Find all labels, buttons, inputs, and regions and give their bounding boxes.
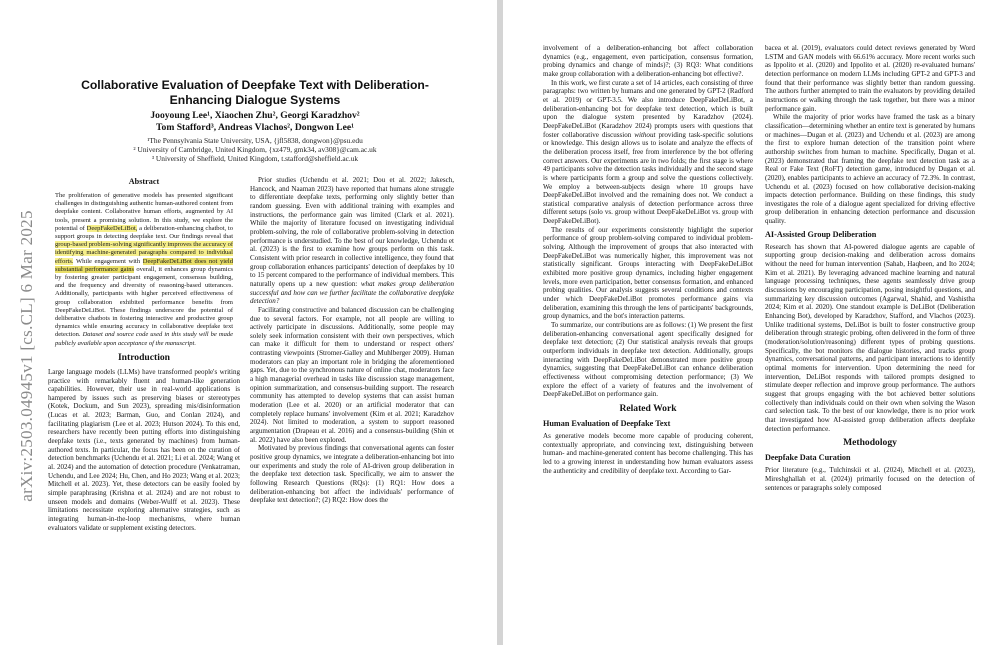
binary-classification-paragraph: While the majority of prior works have framed the task as a binary classification—determining whether an entire text is generated by humans or machines—Dugan et al. (2023) and Uchendu et al. (2023) are among the first to explore human detection of the transition point where authorship switches from human to machine. Specifically, Dugan et al. (2023) demonstrated that framing the deepfake text detection task as a Real or Fake Text (RoFT) detection game, introduced by Dugan et al. (2020), enables participants to achieve an accuracy of 72.3%. In contrast, Uchendu et al. (2023) focused on how collaborative decision-making impacts detection performance. Building on these findings, this study investigates the role of a dialogue agent specialized for driving effective group deliberation in enhancing detection performance and discussion quality.	[765, 113, 975, 226]
intro-paragraph-4: Motivated by previous findings that conversational agents can foster positive group dynamics, we integrate a deliberation-enhancing bot into our experiments and study the role of AI-driven group deliberation in the deepfake text detection task. Specifically, we aim to answer the following Research Questions (RQs): (1) RQ1: How does a deliberation-enhancing bot affect the individuals' performance of deepfake text detection?; (2) RQ2: How does the	[250, 444, 454, 505]
abstract-highlight-3: DeepFakeDeLiBot does not yield substantial performance gains	[55, 257, 233, 273]
human-evaluation-heading: Human Evaluation of Deepfake Text	[543, 418, 671, 428]
data-curation-heading: Deepfake Data Curation	[765, 453, 851, 463]
abstract-text-b: a deliberation-enhancing chatbot, to support groups in detecting deepfake text. Our findings reveal that	[55, 224, 233, 241]
paper-page-1	[0, 0, 497, 645]
ai-group-deliberation-heading: AI-Assisted Group Deliberation	[765, 229, 877, 239]
contribution-italic: without	[634, 130, 656, 139]
right-page-column-1	[543, 44, 753, 475]
intro-paragraph-1: Large language models (LLMs) have transformed people's writing practice with remarkably fluent and human-like generation capabilities. However, their use in real-world applications is hampered by issues such as preserving biases or stereotypes (Kotek, Dockum, and Sun 2023), spreading mis/disinformation (Lucas et al. 2023; Barman, Guo, and Conlan 2024), and facilitating plagiarism (Lee et al. 2023; Hutson 2024). To this end, researchers have recently been putting efforts into distinguishing deepfake texts (i.e., texts generated by machines) from human-authored texts. In particular, the focus has been on the curation of detection benchmarks (Uchendu et al. 2021; Li et al. 2024; Wang et al. 2024) and the automation of detection procedure (Venkatraman, Uchendu, and Lee 2024; Hu, Chen, and Ho 2023; Wang et al. 2023; Mitchell et al. 2023). Yet, these detectors can be easily fooled by simple paraphrasing (Krishna et al. 2024) and are not robust to unseen models and domains (Weber-Wulff et al. 2023). These limitations necessitate exploring alternative strategies, such as integrating human-in-the-loop mechanisms, where human evaluators validate or supplement existing detectors.	[48, 367, 240, 532]
contribution-text-b: providing task-specific solutions or knowledge. This design allows us to isolate and analyze the effects of the deliberation process itself, free from interference by the bot offering correct answers. Our experiments are in two folds; the first stage is where 49 participants solve the detection tasks individually and the second stage is where participants form a group and solve the questions collectively. We employ a between-subjects design where 10 groups have DeepFakeDeLiBot involved and the remaining does not. We conduct a statistical comparative analysis of detection performance across three different setups (solo vs. group without DeepFakeDeLiBot vs. group with DeepFakeDeLiBot).	[543, 130, 754, 226]
methodology-heading: Methodology	[843, 437, 897, 449]
abstract-paragraph	[55, 192, 233, 348]
intro-paragraph-2	[250, 176, 454, 306]
arxiv-identifier: arXiv:2503.04945v1 [cs.CL] 6 Mar 2025	[17, 210, 36, 502]
abstract-highlight-1: DeepFakeDeLiBot,	[86, 224, 138, 232]
abstract-text-c: While engagement with	[73, 257, 143, 265]
affiliation-2: ² University of Cambridge, United Kingdom, {xz479, gmk34, av308}@cam.ac.uk	[133, 145, 377, 154]
contribution-text-a: In this work, we first curate a set of 14 articles, each consisting of three paragraphs: two written by humans and one generated by GPT-2 (Radford et al. 2019) or GPT-3.5. We also introduce DeepFakeDeLiBot, a deliberation-enhancing bot for deepfake text detection, which is built upon the dialogue system presented by Karadzhov (2024). DeepFakeDeLiBot (Karadzhov 2024) prompts users with questions that foster collaborative discussion	[543, 78, 753, 139]
human-evaluation-paragraph: As generative models become more capable of producing coherent, contextually appropriate, and convincing text, distinguishing between human- and machine-generated content has become challenging. This has led to a growing interest in understanding how human evaluators assess the authenticity and credibility of deepfake text. According to Gar-	[543, 431, 753, 475]
abstract-highlight-2: group-based problem-solving significantly improves the accuracy of identifying machine-generated paragraphs compared to individual efforts.	[55, 241, 233, 265]
paper-title: Collaborative Evaluation of Deepfake Text with Deliberation-Enhancing Dialogue Systems	[81, 78, 429, 107]
abstract-heading: Abstract	[128, 177, 160, 186]
right-page-column-2	[765, 44, 975, 492]
data-curation-paragraph: Prior literature (e.g., Tulchinskii et al. (2024), Mitchell et al. (2023), Mireshghallah et al. (2024)) primarily focused on the detection of sentences or paragraphs solely composed	[765, 466, 975, 492]
abstract-body	[48, 192, 240, 348]
introduction-heading: Introduction	[117, 351, 171, 363]
intro-paragraph-3: Facilitating constructive and balanced discussion can be challenging due to several factors. For example, not all people are willing to actively participate in discussions. Additionally, some people may solely seek information consistent with their own perspectives, which can make it difficult for them to understand or respect others' contrasting viewpoints (Stromer-Galley and Muhlberger 2009). Human moderators can play an important role in bridging the aforementioned gaps. Yet, due to the synchronous nature of online chat, moderators face a high managerial overhead in tasks like discussion stage management, opinion summarization, and consensus-building support. The research community has attempted to develop systems that can assist human moderation (Lee et al. 2020) or an artificial moderator that can completely replace humans' involvement (Kim et al. 2021; Karadzhov 2024). Not limited to moderation, a system to support reasoned argumentation (Drapeau et al. 2016) and a consensus-building (Shin et al. 2022) have also been explored.	[250, 305, 454, 444]
summary-paragraph: To summarize, our contributions are as follows: (1) We present the first deliberation-enhancing conversational agent specifically designed for deepfake text detection; (2) Our statistical analysis reveals that groups outperform individuals in deepfake text detection. Additionally, groups interacting with DeepFakeDeLiBot demonstrated more positive group dynamics, suggesting that DeepFakeDeLiBot can enhance deliberation effectiveness without compromising detection performance; (3) We explore the effect of a variety of features and the involvement of DeepFakeDeLiBot on performance gain.	[543, 321, 753, 399]
left-page-column-2	[250, 176, 454, 505]
paper-page-2	[503, 0, 1000, 645]
abstract-availability-note: Dataset and source code used in this study will be made publicly available upon acceptance of the manuscript.	[55, 331, 233, 347]
rq-continuation: involvement of a deliberation-enhancing bot affect collaboration dynamics (e.g., engagement, even participation, consensus formation, probing dynamics and change of minds)?; (3) RQ3: What conditions make group collaboration with a deliberation-enhancing bot effective?.	[543, 44, 753, 78]
human-evaluation-continuation: bacea et al. (2019), evaluators could detect reviews generated by Word LSTM and GAN models with 66.61% accuracy. More recent works such as Ippolito et al. (2020) and Ippolito et al. (2020) re-evaluated humans' detection performance on modern LLMs including GPT-2 and GPT-3 and found that their performance was slightly better than random guessing. The authors further attempted to train the evaluators by providing detailed instructions or walking through the task together, but there was a minor performance gain.	[765, 44, 975, 113]
abstract-text-a: The proliferation of generative models has presented significant challenges in distinguishing authentic human-authored content from deepfake content. Collaborative human efforts, augmented by AI tools, present a promising solution. In this study, we explore the potential of	[55, 192, 233, 232]
author-list	[60, 110, 450, 134]
abstract-text-d: overall, it enhances group dynamics by fostering greater participant engagement, consensus building, and the frequency and diversity of reasoning-based utterances. Additionally, participants with higher perceived effectiveness of group collaboration exhibited performance benefits from DeepFakeDeLiBot. These findings underscore the potential of deliberative chatbots in fostering interactive and productive group dynamics while ensuring accuracy in collaborative deepfake text detection.	[55, 265, 233, 339]
results-paragraph: The results of our experiments consistently highlight the superior performance of group problem-solving compared to individual problem-solving. Although the improvement of groups that also interacted with DeepFakeDeLiBot was numerically higher, this improvement was not statistically significant. Groups interacting with DeepFakeDeLiBot exhibited more positive group dynamics, including higher engagement levels, more even participation, better consensus formation, and enhanced probing qualities. Our analysis suggests several conditions and contexts under which DeepFakeDeLiBot promotes performance gains via deliberation, examining this through the lens of participants' backgrounds, group dynamics, and the bot's interaction patterns.	[543, 225, 753, 321]
affiliations	[60, 136, 450, 163]
left-page-column-1	[48, 176, 240, 532]
ai-group-deliberation-paragraph: Research has shown that AI-powered dialogue agents are capable of supporting group decision-making and deliberation across domains without the need for human intervention (Sahab, Haqbeen, and Ito 2024; Kim et al. 2021). By leveraging advanced machine learning and natural language processing techniques, these agents seamlessly drive group discussions by encouraging participation, posing insightful questions, and summarizing key discussion outcomes (Agarwal, Shahid, and Vashistha 2024; Kim et al. 2020). One standout example is DeLiBot (Deliberation Enhancing Bot), developed by Karadzhov, Stafford, and Vlachos (2023). Unlike traditional systems, DeLiBot is built to foster constructive group deliberation through strategic probing, often delivered in the form of three (moderation/solution/reasoning) different types of probing questions. Specifically, the bot monitors the dialogue histories, and tracks group dynamics, conversational patterns, and participant interactions to identify optimal moments for intervention. Upon determining the need for intervention, DeLiBot responds with tailored prompts designed to stimulate deeper reflection and improve group performance. The authors suggest that groups engaging with the bot achieved better solutions collectively than individuals could on their own when solving the Wason card selection task. To the best of our knowledge, there is no prior work that investigated how AI-assisted group deliberation affects deepfake detection performance.	[765, 242, 975, 433]
intro-research-question: what makes group deliberation successful and how can we further facilitate the collaborative deepfake detection?	[250, 279, 455, 306]
contribution-paragraph	[543, 79, 753, 226]
affiliation-3: ³ University of Sheffield, United Kingdom, t.stafford@sheffield.ac.uk	[151, 154, 359, 163]
authors-line-1: Jooyoung Lee¹, Xiaochen Zhu², Georgi Karadzhov²	[150, 110, 360, 121]
affiliation-1: ¹The Pennsylvania State University, USA, {jfl5838, dongwon}@psu.edu	[147, 136, 363, 145]
authors-line-2: Tom Stafford³, Andreas Vlachos², Dongwon Lee¹	[156, 122, 354, 133]
related-work-heading: Related Work	[619, 402, 677, 414]
intro-paragraph-2-text: Prior studies (Uchendu et al. 2021; Dou et al. 2022; Jakesch, Hancock, and Naaman 2023) have reported that humans alone struggle to differentiate deepfake texts, performing only slightly better than random guessing. Even with additional training with examples and instructions, the performance gain was limited (Clark et al. 2021). While the majority of literature focused on investigating individual problem-solving, the role of collaborative problem-solving in detection performance is understudied. To the best of our knowledge, Uchendu et al. (2023) is the first to examine how groups perform on this task. Consistent with prior research in collective intelligence, they found that group collaboration enhances participants' detection of deepfakes by 10 to 15 percent compared to the performance of individual members. This naturally opens up a new question:	[250, 176, 454, 288]
